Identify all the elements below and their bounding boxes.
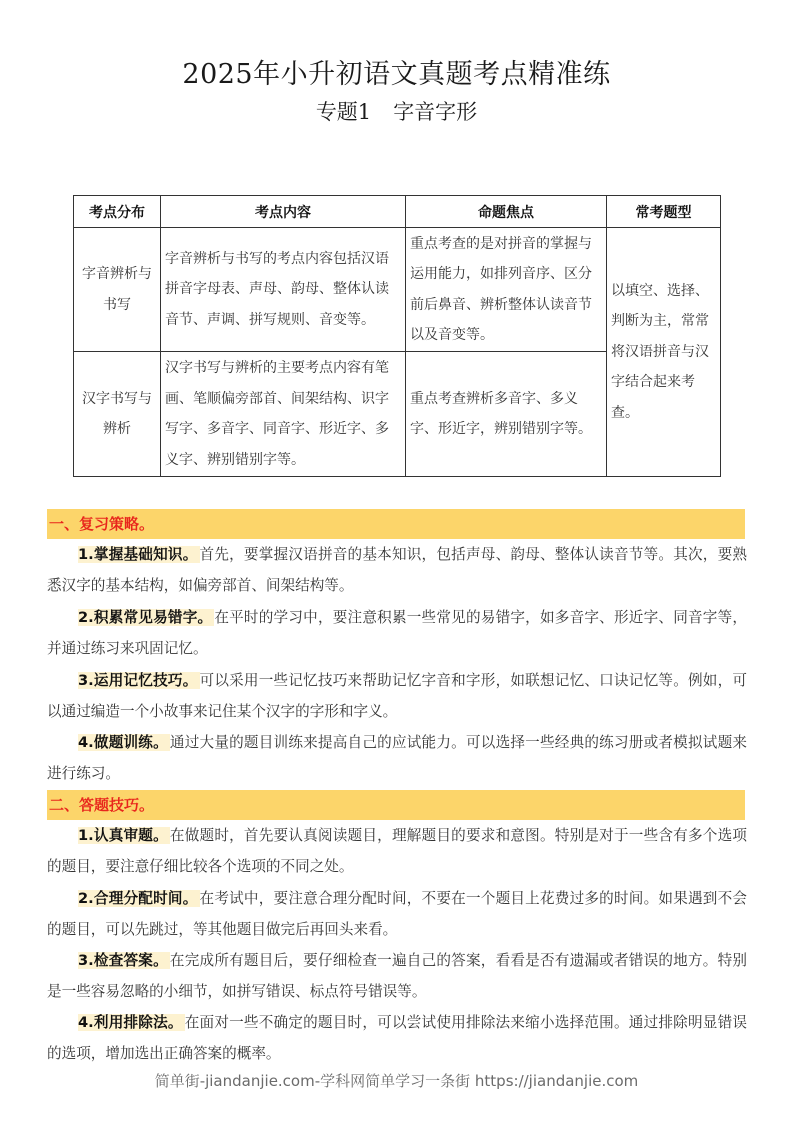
item-lead: 3.运用记忆技巧。 — [78, 672, 198, 689]
list-item — [47, 1007, 747, 1069]
document-title: 2025年小升初语文真题考点精准练 — [182, 59, 611, 90]
item-lead: 4.利用排除法。 — [78, 1014, 183, 1031]
item-text: 首先，要掌握汉语拼音的基本知识，包括声母、韵母、整体认读音节等。其次，要熟悉汉字的基本结构，如偏旁部首、间架结构等。 — [47, 546, 747, 594]
header-content: 考点内容 — [161, 196, 406, 228]
item-lead: 3.检查答案。 — [78, 952, 168, 969]
exam-points-table — [73, 195, 721, 477]
cell-focus: 重点考查的是对拼音的掌握与运用能力，如排列音序、区分前后鼻音、辨析整体认读音节以及音变等。 — [406, 228, 607, 352]
item-lead: 2.积累常见易错字。 — [78, 609, 213, 626]
cell-question-types: 以填空、选择、判断为主，常常将汉语拼音与汉字结合起来考查。 — [607, 228, 721, 477]
cell-distribution: 汉字书写与辨析 — [74, 352, 161, 477]
item-text: 在完成所有题目后，要仔细检查一遍自己的答案，看看是否有遗漏或者错误的地方。特别是一些容易忽略的小细节，如拼写错误、标点符号错误等。 — [47, 952, 747, 1000]
page-footer-watermark: 简单街-jiandanjie.com-学科网简单学习一条街 https://jiandanjie.com — [154, 1072, 639, 1090]
header-focus: 命题焦点 — [406, 196, 607, 228]
list-item — [47, 945, 747, 1007]
list-item — [47, 820, 747, 882]
item-text: 可以采用一些记忆技巧来帮助记忆字音和字形，如联想记忆、口诀记忆等。例如，可以通过编造一个小故事来记住某个汉字的字形和字义。 — [47, 672, 747, 720]
cell-content: 汉字书写与辨析的主要考点内容有笔画、笔顺偏旁部首、间架结构、识字写字、多音字、同音字、形近字、多义字、辨别错别字等。 — [161, 352, 406, 477]
subtitle-topic: 专题1 — [315, 100, 372, 124]
list-item — [47, 727, 747, 789]
list-item — [47, 539, 747, 601]
cell-content: 字音辨析与书写的考点内容包括汉语拼音字母表、声母、韵母、整体认读音节、声调、拼写规则、音变等。 — [161, 228, 406, 352]
table-row — [74, 228, 721, 352]
item-lead: 4.做题训练。 — [78, 734, 168, 751]
item-lead: 2.合理分配时间。 — [78, 890, 198, 907]
cell-focus: 重点考查辨析多音字、多义字、形近字，辨别错别字等。 — [406, 352, 607, 477]
table-header-row — [74, 196, 721, 228]
item-text: 在做题时，首先要认真阅读题目，理解题目的要求和意图。特别是对于一些含有多个选项的题目，要注意仔细比较各个选项的不同之处。 — [47, 827, 747, 875]
item-lead: 1.认真审题。 — [78, 827, 168, 844]
item-text: 通过大量的题目训练来提高自己的应试能力。可以选择一些经典的练习册或者模拟试题来进行练习。 — [47, 734, 747, 782]
subtitle-name: 字音字形 — [393, 100, 478, 124]
list-item — [47, 883, 747, 945]
section-heading-answer-tips: 二、答题技巧。 — [47, 790, 745, 820]
section-heading-review-strategy: 一、复习策略。 — [47, 509, 745, 539]
header-distribution: 考点分布 — [74, 196, 161, 228]
item-text: 在平时的学习中，要注意积累一些常见的易错字，如多音字、形近字、同音字等，并通过练习来巩固记忆。 — [47, 609, 747, 657]
item-text: 在考试中，要注意合理分配时间，不要在一个题目上花费过多的时间。如果遇到不会的题目，可以先跳过，等其他题目做完后再回头来看。 — [47, 890, 747, 938]
list-item — [47, 665, 747, 727]
header-question-types: 常考题型 — [607, 196, 721, 228]
cell-distribution: 字音辨析与书写 — [74, 228, 161, 352]
item-text: 在面对一些不确定的题目时，可以尝试使用排除法来缩小选择范围。通过排除明显错误的选项，增加选出正确答案的概率。 — [47, 1014, 747, 1062]
list-item — [47, 602, 747, 664]
item-lead: 1.掌握基础知识。 — [78, 546, 198, 563]
document-subtitle — [0, 96, 793, 126]
